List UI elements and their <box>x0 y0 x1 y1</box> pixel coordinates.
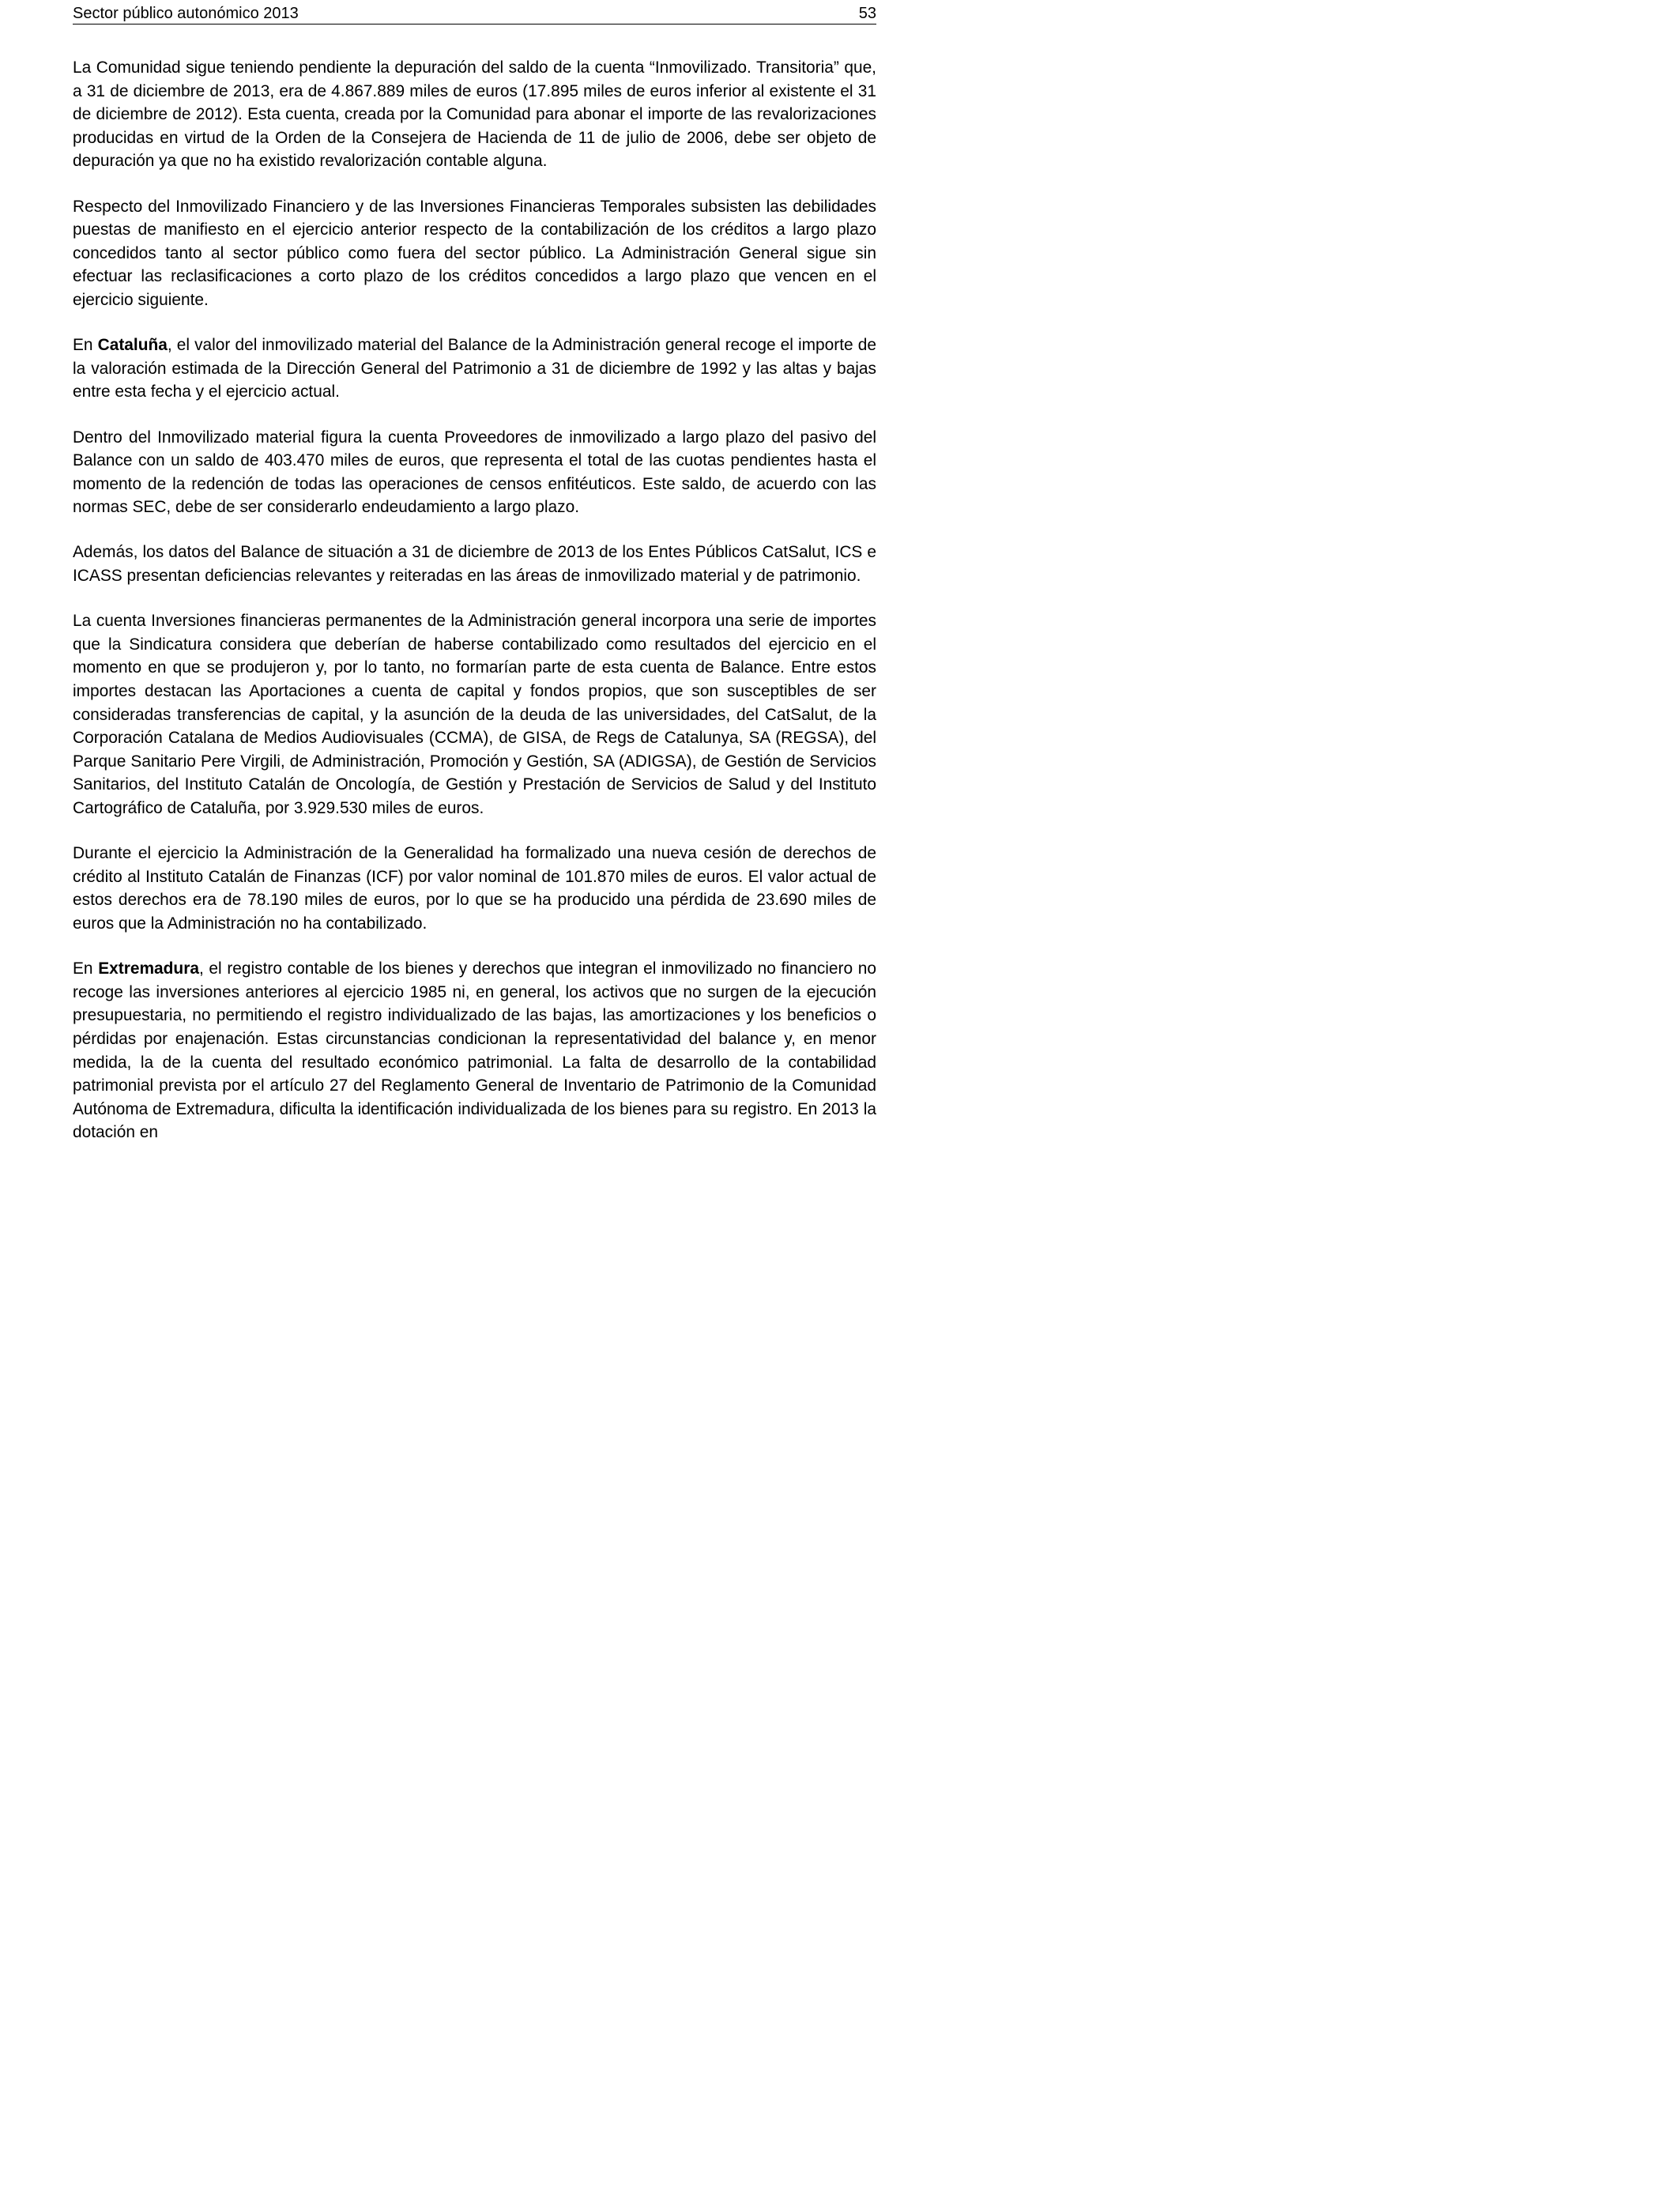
paragraph-lead: En <box>73 336 98 355</box>
region-name: Extremadura <box>98 959 199 978</box>
paragraph: Además, los datos del Balance de situación a 31 de diciembre de 2013 de los Entes Públicos CatSalut, ICS e ICASS presentan deficiencias relevantes y reiteradas en las áreas de inmovilizado material y de patrimonio. <box>73 543 876 586</box>
region-name: Cataluña <box>97 336 168 355</box>
paragraph: Respecto del Inmovilizado Financiero y de las Inversiones Financieras Temporales subsisten las debilidades puestas de manifiesto en el ejercicio anterior respecto de la contabilización de los créditos a largo plazo concedidos tanto al sector público como fuera del sector público. La Administración General sigue sin efectuar las reclasificaciones a corto plazo de los créditos concedidos a largo plazo que vencen en el ejercicio siguiente. <box>73 197 876 309</box>
paragraph: Dentro del Inmovilizado material figura la cuenta Proveedores de inmovilizado a largo plazo del pasivo del Balance con un saldo de 403.470 miles de euros, que representa el total de las cuotas pendientes hasta el momento de la redención de todas las operaciones de censos enfitéuticos. Este saldo, de acuerdo con las normas SEC, debe de ser considerarlo endeudamiento a largo plazo. <box>73 428 876 517</box>
paragraph <box>73 334 876 404</box>
paragraph: La Comunidad sigue teniendo pendiente la depuración del saldo de la cuenta “Inmovilizado. Transitoria” que, a 31 de diciembre de 2013, era de 4.867.889 miles de euros (17.895 miles de euros inferior al existente el 31 de diciembre de 2012). Esta cuenta, creada por la Comunidad para abonar el importe de las revalorizaciones producidas en virtud de la Orden de la Consejera de Hacienda de 11 de julio de 2006, debe ser objeto de depuración ya que no ha existido revalorización contable alguna. <box>73 58 876 171</box>
body-text <box>73 56 876 1144</box>
paragraph: Durante el ejercicio la Administración de la Generalidad ha formalizado una nueva cesión de derechos de crédito al Instituto Catalán de Finanzas (ICF) por valor nominal de 101.870 miles de euros. El valor actual de estos derechos era de 78.190 miles de euros, por lo que se ha producido una pérdida de 23.690 miles de euros que la Administración no ha contabilizado. <box>73 844 876 933</box>
page-number: 53 <box>858 5 876 22</box>
paragraph-lead: En <box>73 959 99 978</box>
paragraph-body: , el registro contable de los bienes y derechos que integran el inmovilizado no financiero no recoge las inversiones anteriores al ejercicio 1985 ni, en general, los activos que no surgen de la ejecución presupuestaria, no permitiendo el registro individualizado de las bajas, las amortizaciones y los beneficios o pérdidas por enajenación. Estas circunstancias condicionan la representatividad del balance y, en menor medida, la de la cuenta del resultado económico patrimonial. La falta de desarrollo de la contabilidad patrimonial prevista por el artículo 27 del Reglamento General de Inventario de Patrimonio de la Comunidad Autónoma de Extremadura, dificulta la identificación individualizada de los bienes para su registro. En 2013 la dotación en <box>73 959 877 1142</box>
paragraph <box>73 957 876 1144</box>
header-title: Sector público autonómico 2013 <box>73 5 299 22</box>
running-header <box>73 0 876 25</box>
paragraph-body: , el valor del inmovilizado material del Balance de la Administración general recoge el importe de la valoración estimada de la Dirección General del Patrimonio a 31 de diciembre de 1992 y las altas y bajas entre esta fecha y el ejercicio actual. <box>73 336 876 401</box>
paragraph: La cuenta Inversiones financieras permanentes de la Administración general incorpora una serie de importes que la Sindicatura considera que deberían de haberse contabilizado como resultados del ejercicio en el momento en que se produjeron y, por lo tanto, no formarían parte de esta cuenta de Balance. Entre estos importes destacan las Aportaciones a cuenta de capital y fondos propios, que son susceptibles de ser consideradas transferencias de capital, y la asunción de la deuda de las universidades, del CatSalut, de la Corporación Catalana de Medios Audiovisuales (CCMA), de GISA, de Regs de Catalunya, SA (REGSA), del Parque Sanitario Pere Virgili, de Administración, Promoción y Gestión, SA (ADIGSA), de Gestión de Servicios Sanitarios, del Instituto Catalán de Oncología, de Gestión y Prestación de Servicios de Salud y del Instituto Cartográfico de Cataluña, por 3.929.530 miles de euros. <box>73 612 876 817</box>
document-page <box>73 0 876 1167</box>
